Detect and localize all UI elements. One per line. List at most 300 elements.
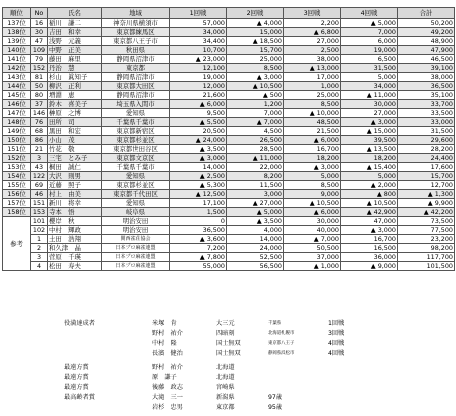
region-cell: 関西雀荘協会 — [102, 235, 170, 244]
yakuman-player: 長濱 健治 — [152, 350, 183, 357]
no-cell: 152 — [31, 64, 48, 73]
round3-cell: 25,000 — [284, 91, 341, 100]
round3-cell: 8,500 — [284, 181, 341, 190]
round4-cell: ▲ 2,000 — [341, 181, 398, 190]
name-cell: 浅野 元義 — [48, 37, 102, 46]
reference-row — [3, 226, 455, 235]
yakuman-row — [0, 339, 456, 349]
round4-cell: ▲ 9,000 — [341, 262, 398, 271]
name-cell: 中村 輝政 — [48, 226, 102, 235]
round1-cell: 10,700 — [170, 46, 227, 55]
total-cell: 98,200 — [398, 244, 455, 253]
col-round3: 3回戦 — [284, 8, 341, 19]
name-cell: 土田 浩翔 — [48, 235, 102, 244]
round2-cell: 24,000 — [227, 244, 284, 253]
no-cell: 153 — [31, 208, 48, 217]
region-cell: 神奈川県横須市 — [102, 19, 170, 28]
round1-cell: 36,500 — [170, 226, 227, 235]
name-cell: 吉田 和幸 — [48, 28, 102, 37]
reference-body — [3, 217, 455, 271]
no-cell: 151 — [31, 199, 48, 208]
no-cell: 2 — [31, 244, 48, 253]
round1-cell: ▲ 3,600 — [170, 235, 227, 244]
round3-cell: 40,000 — [284, 226, 341, 235]
round3-cell: ▲ 6,000 — [284, 208, 341, 217]
region-cell: 日本プロ麻雀連盟 — [102, 262, 170, 271]
award-row — [0, 393, 456, 403]
round3-cell: ▲ 6,000 — [284, 136, 341, 145]
table-row — [3, 46, 455, 55]
award-place: 新潟県 — [216, 394, 235, 401]
award-winner: 野村 祐介 — [152, 364, 183, 371]
round1-cell: 34,000 — [170, 28, 227, 37]
round1-cell: 17,100 — [170, 199, 227, 208]
yakuman-place: 北海道札幌市 — [268, 331, 295, 336]
total-cell: 17,600 — [398, 163, 455, 172]
yakuman-round: 3回戦 — [328, 330, 345, 337]
no-cell: 146 — [31, 109, 48, 118]
name-cell: 増淵 恵 — [48, 91, 102, 100]
region-cell: 東京都千代田区 — [102, 190, 170, 199]
round4-cell: 34,000 — [341, 82, 398, 91]
reference-row — [3, 244, 455, 253]
round4-cell: 31,500 — [341, 64, 398, 73]
round2-cell: 4,000 — [227, 226, 284, 235]
award-title: 最遠方賞 — [64, 374, 89, 381]
table-row — [3, 55, 455, 64]
no-cell: 79 — [31, 55, 48, 64]
rank-cell: 143位 — [3, 73, 31, 82]
round2-cell: ▲ 7,000 — [227, 118, 284, 127]
award-extra: 95歳 — [268, 404, 283, 411]
footer-awards — [0, 319, 456, 414]
name-cell: 丹治 慧 — [48, 64, 102, 73]
total-cell: 23,200 — [398, 235, 455, 244]
table-row — [3, 28, 455, 37]
reference-label: 参考 — [3, 217, 31, 271]
no-cell: 101 — [31, 217, 48, 226]
round2-cell: 11,500 — [227, 181, 284, 190]
round4-cell: 16,700 — [341, 235, 398, 244]
round1-cell: ▲ 5,500 — [170, 118, 227, 127]
round4-cell: 7,000 — [341, 28, 398, 37]
total-cell: 50,200 — [398, 19, 455, 28]
yakuman-player: 野村 祐介 — [152, 330, 183, 337]
total-cell: 33,500 — [398, 109, 455, 118]
round1-cell: ▲ 12,500 — [170, 190, 227, 199]
rank-cell: 148位 — [3, 118, 31, 127]
col-round1: 1回戦 — [170, 8, 227, 19]
round2-cell: ▲ 500 — [227, 91, 284, 100]
round3-cell: 18,200 — [284, 154, 341, 163]
award-row — [0, 383, 456, 393]
round2-cell: 52,500 — [227, 253, 284, 262]
table-row — [3, 154, 455, 163]
region-cell: 愛知県 — [102, 172, 170, 181]
round4-cell: ▲ 800 — [341, 190, 398, 199]
region-cell: 東京都練馬区 — [102, 28, 170, 37]
region-cell: 東京都杉並区 — [102, 181, 170, 190]
total-cell: 33,000 — [398, 118, 455, 127]
yakuman-row — [0, 319, 456, 329]
rank-cell: 156位 — [3, 190, 31, 199]
no-cell: 16 — [31, 19, 48, 28]
total-cell: 35,100 — [398, 91, 455, 100]
round2-cell: ▲ 3,000 — [227, 73, 284, 82]
round1-cell: ▲ 2,500 — [170, 172, 227, 181]
total-cell: 24,400 — [398, 154, 455, 163]
round4-cell: 5,000 — [341, 73, 398, 82]
total-cell: ▲ 42,200 — [398, 208, 455, 217]
table-row — [3, 37, 455, 46]
round4-cell: ▲ 3,000 — [341, 118, 398, 127]
table-row — [3, 136, 455, 145]
region-cell: 岐阜県 — [102, 208, 170, 217]
round3-cell: ▲ 10,000 — [284, 109, 341, 118]
award-winner: 岩杉 忠男 — [152, 404, 183, 411]
no-cell: 30 — [31, 28, 48, 37]
total-cell: 49,200 — [398, 28, 455, 37]
round2-cell: ▲ 3,500 — [227, 217, 284, 226]
no-cell: 86 — [31, 136, 48, 145]
rank-cell: 150位 — [3, 136, 31, 145]
name-cell: 黒田 和宏 — [48, 127, 102, 136]
no-cell: 69 — [31, 181, 48, 190]
round4-cell: 30,000 — [341, 100, 398, 109]
name-cell: 中野 正美 — [48, 46, 102, 55]
table-header — [3, 8, 455, 19]
round1-cell: ▲ 3,000 — [170, 154, 227, 163]
round3-cell: 50,500 — [284, 244, 341, 253]
name-cell: 村上 由美 — [48, 190, 102, 199]
region-cell: 愛知県 — [102, 109, 170, 118]
round1-cell: 9,500 — [170, 109, 227, 118]
award-title: 最遠方賞 — [64, 384, 89, 391]
round1-cell: 19,000 — [170, 73, 227, 82]
region-cell: 東京都世田谷区 — [102, 145, 170, 154]
region-cell: 東京都杉並区 — [102, 136, 170, 145]
name-cell: 稲川 謙二 — [48, 19, 102, 28]
round2-cell: 15,700 — [227, 46, 284, 55]
total-cell: 15,700 — [398, 172, 455, 181]
round2-cell: ▲ 4,000 — [227, 19, 284, 28]
total-cell: 29,600 — [398, 136, 455, 145]
no-cell: 122 — [31, 172, 48, 181]
no-cell: 50 — [31, 82, 48, 91]
table-row — [3, 199, 455, 208]
round2-cell: 7,000 — [227, 109, 284, 118]
award-row — [0, 363, 456, 373]
rank-cell: 154位 — [3, 172, 31, 181]
col-no: No — [31, 8, 48, 19]
region-cell: 東京都八王子市 — [102, 37, 170, 46]
round2-cell: 14,000 — [227, 235, 284, 244]
award-winner: 原 謙子 — [152, 374, 177, 381]
reference-row — [3, 235, 455, 244]
round2-cell: ▲ 11,000 — [227, 154, 284, 163]
total-cell: 36,500 — [398, 82, 455, 91]
round4-cell: ▲ 3,000 — [341, 226, 398, 235]
ranking-body — [3, 19, 455, 217]
rank-cell: 152位 — [3, 154, 31, 163]
name-cell: 新川 将幸 — [48, 199, 102, 208]
yakuman-hand: 国士無双 — [216, 350, 241, 357]
round3-cell: 2,500 — [284, 46, 341, 55]
total-cell: 73,500 — [398, 217, 455, 226]
round3-cell: 8,500 — [284, 100, 341, 109]
round4-cell: ▲ 13,500 — [341, 145, 398, 154]
reference-row — [3, 262, 455, 271]
round2-cell: 3,000 — [227, 190, 284, 199]
col-name: 氏名 — [48, 8, 102, 19]
award-extra: 97歳 — [268, 394, 283, 401]
region-cell: 東京都文京区 — [102, 154, 170, 163]
award-winner: 後藤 政志 — [152, 384, 183, 391]
round1-cell: ▲ 5,300 — [170, 181, 227, 190]
yakuman-round: 4回戦 — [328, 340, 345, 347]
region-cell: 明治安田 — [102, 226, 170, 235]
round1-cell: 21,600 — [170, 91, 227, 100]
round1-cell: ▲ 6,000 — [170, 100, 227, 109]
rank-cell: 142位 — [3, 64, 31, 73]
rank-cell: 146位 — [3, 100, 31, 109]
round4-cell: ▲ 15,400 — [341, 163, 398, 172]
rank-cell: 157位 — [3, 199, 31, 208]
yakuman-row — [0, 349, 456, 359]
round2-cell: ▲ 5,000 — [227, 208, 284, 217]
round4-cell: ▲ 10,500 — [341, 199, 398, 208]
yakuman-hand: 国士無双 — [216, 340, 241, 347]
no-cell: 3 — [31, 154, 48, 163]
region-cell: 東京都新宿区 — [102, 127, 170, 136]
round4-cell: 47,000 — [341, 217, 398, 226]
round4-cell: 19,000 — [341, 46, 398, 55]
round3-cell: 17,000 — [284, 73, 341, 82]
award-place: 東京都 — [216, 404, 235, 411]
total-cell: ▲ 9,900 — [398, 199, 455, 208]
yakuman-place: 静岡県浜松市 — [268, 351, 295, 356]
total-cell: ▲ 1,300 — [398, 190, 455, 199]
no-cell: 1 — [31, 235, 48, 244]
total-cell: 77,500 — [398, 226, 455, 235]
round4-cell: 39,500 — [341, 136, 398, 145]
round3-cell: 9,000 — [284, 190, 341, 199]
total-cell: 117,700 — [398, 253, 455, 262]
total-cell: 39,100 — [398, 64, 455, 73]
award-title: 最高齢者賞 — [64, 394, 95, 401]
region-cell: 千葉県千葉市 — [102, 163, 170, 172]
region-cell: 愛知県 — [102, 199, 170, 208]
table-row — [3, 118, 455, 127]
region-cell: 静岡県沼津市 — [102, 73, 170, 82]
round2-cell: 28,500 — [227, 145, 284, 154]
no-cell: 3 — [31, 253, 48, 262]
total-cell: 33,700 — [398, 100, 455, 109]
rank-cell: 149位 — [3, 127, 31, 136]
round1-cell: 55,000 — [170, 262, 227, 271]
total-cell: 47,900 — [398, 46, 455, 55]
round1-cell: 12,100 — [170, 64, 227, 73]
round3-cell: 1,000 — [284, 82, 341, 91]
total-cell: 38,000 — [398, 73, 455, 82]
rank-cell: 153位 — [3, 163, 31, 172]
region-cell: 埼玉県入間市 — [102, 100, 170, 109]
total-cell: 46,500 — [398, 55, 455, 64]
yakuman-place: 東京都八王子 — [268, 341, 295, 346]
table-row — [3, 19, 455, 28]
round2-cell: 15,000 — [227, 28, 284, 37]
rank-cell: 147位 — [3, 109, 31, 118]
round4-cell: ▲ 15,000 — [341, 127, 398, 136]
round1-cell: 34,400 — [170, 37, 227, 46]
round3-cell: 27,000 — [284, 37, 341, 46]
rank-cell: 139位 — [3, 37, 31, 46]
col-round2: 2回戦 — [227, 8, 284, 19]
no-cell: 76 — [31, 118, 48, 127]
name-cell: 大沢 則男 — [48, 172, 102, 181]
award-place: 北海道 — [216, 374, 235, 381]
round3-cell: 30,000 — [284, 217, 341, 226]
rank-cell: 151位 — [3, 145, 31, 154]
no-cell: 37 — [31, 100, 48, 109]
round1-cell: 0 — [170, 217, 227, 226]
no-cell: 81 — [31, 73, 48, 82]
award-place: 北海道 — [216, 364, 235, 371]
round3-cell: 2,200 — [284, 19, 341, 28]
table-row — [3, 208, 455, 217]
total-cell: 31,500 — [398, 127, 455, 136]
ranking-table — [2, 7, 455, 271]
round4-cell: 16,500 — [341, 244, 398, 253]
round1-cell: 7,200 — [170, 244, 227, 253]
reference-row — [3, 253, 455, 262]
award-row — [0, 373, 456, 383]
round2-cell: ▲ 10,500 — [227, 82, 284, 91]
region-cell: 日本プロ麻雀連盟 — [102, 253, 170, 262]
round4-cell: 18,200 — [341, 154, 398, 163]
round3-cell: 5,000 — [284, 172, 341, 181]
region-cell: 日本プロ麻雀連盟 — [102, 244, 170, 253]
total-cell: 48,900 — [398, 37, 455, 46]
rank-cell: 137位 — [3, 19, 31, 28]
round2-cell: 25,000 — [227, 55, 284, 64]
no-cell: 80 — [31, 91, 48, 100]
no-cell: 109 — [31, 46, 48, 55]
round1-cell: 20,500 — [170, 127, 227, 136]
name-cell: 小山 茂 — [48, 136, 102, 145]
region-cell: 明治安田 — [102, 217, 170, 226]
round3-cell: 38,000 — [284, 55, 341, 64]
yakuman-player: 米塚 肯 — [152, 320, 177, 327]
no-cell: 4 — [31, 262, 48, 271]
round3-cell: ▲ 3,000 — [284, 163, 341, 172]
table-row — [3, 91, 455, 100]
yakuman-round: 4回戦 — [328, 350, 345, 357]
round2-cell: 8,200 — [227, 172, 284, 181]
table-row — [3, 190, 455, 199]
name-cell: 近藤 照子 — [48, 181, 102, 190]
round3-cell: 37,000 — [284, 253, 341, 262]
table-row — [3, 172, 455, 181]
round2-cell: 4,500 — [227, 127, 284, 136]
region-cell: 静岡県沼津市 — [102, 91, 170, 100]
round4-cell: ▲ 42,900 — [341, 208, 398, 217]
rank-cell: 138位 — [3, 28, 31, 37]
yakuman-title: 役満達成者 — [64, 320, 95, 327]
region-cell: 東京都 — [102, 64, 170, 73]
round1-cell: 12,000 — [170, 82, 227, 91]
name-cell: 杉山 眞知子 — [48, 73, 102, 82]
round1-cell: ▲ 24,000 — [170, 136, 227, 145]
table-row — [3, 163, 455, 172]
region-cell: 秋田県 — [102, 46, 170, 55]
round4-cell: 5,000 — [341, 172, 398, 181]
yakuman-player: 中村 隆 — [152, 340, 177, 347]
round3-cell: ▲ 1,000 — [284, 262, 341, 271]
table-row — [3, 109, 455, 118]
name-cell: 和久津 晶 — [48, 244, 102, 253]
name-cell: 松田 寿夫 — [48, 262, 102, 271]
round1-cell: ▲ 7,800 — [170, 253, 227, 262]
round3-cell: 21,500 — [284, 127, 341, 136]
name-cell: 藤田 麻里 — [48, 55, 102, 64]
table-row — [3, 100, 455, 109]
col-rank: 順位 — [3, 8, 31, 19]
total-cell: 28,200 — [398, 145, 455, 154]
award-row — [0, 403, 456, 413]
name-cell: 鈴木 喜美子 — [48, 100, 102, 109]
award-place: 宮崎県 — [216, 384, 235, 391]
rank-cell: 145位 — [3, 91, 31, 100]
name-cell: 榊原 之博 — [48, 109, 102, 118]
round3-cell: ▲ 7,000 — [284, 235, 341, 244]
no-cell: 47 — [31, 37, 48, 46]
round1-cell: ▲ 23,000 — [170, 55, 227, 64]
round4-cell: 6,500 — [341, 55, 398, 64]
table-row — [3, 82, 455, 91]
round2-cell: ▲ 18,500 — [227, 37, 284, 46]
name-cell: 田所 司 — [48, 118, 102, 127]
table-row — [3, 127, 455, 136]
region-cell: 東京都大田区 — [102, 82, 170, 91]
round4-cell: ▲ 5,000 — [341, 19, 398, 28]
table-row — [3, 64, 455, 73]
col-total: 合計 — [398, 8, 455, 19]
round2-cell: 26,500 — [227, 136, 284, 145]
name-cell: 櫻岸 秋 — [48, 217, 102, 226]
yakuman-round: 1回戦 — [328, 320, 345, 327]
no-cell: 102 — [31, 226, 48, 235]
reference-row — [3, 217, 455, 226]
yakuman-hand: 四暗刻 — [216, 330, 235, 337]
no-cell: 68 — [31, 127, 48, 136]
total-cell: 12,700 — [398, 181, 455, 190]
round2-cell: 22,000 — [227, 163, 284, 172]
no-cell: 21 — [31, 145, 48, 154]
round1-cell: 1,500 — [170, 208, 227, 217]
col-round4: 4回戦 — [341, 8, 398, 19]
round1-cell: ▲ 3,500 — [170, 145, 227, 154]
rank-cell: 141位 — [3, 55, 31, 64]
name-cell: 三宅 とみ子 — [48, 154, 102, 163]
table-row — [3, 181, 455, 190]
name-cell: 柳沢 正利 — [48, 82, 102, 91]
round4-cell: 36,000 — [341, 253, 398, 262]
yakuman-place: 千葉県 — [268, 321, 282, 326]
name-cell: 寺本 悟 — [48, 208, 102, 217]
round4-cell: ▲ 11,000 — [341, 91, 398, 100]
no-cell: 46 — [31, 190, 48, 199]
